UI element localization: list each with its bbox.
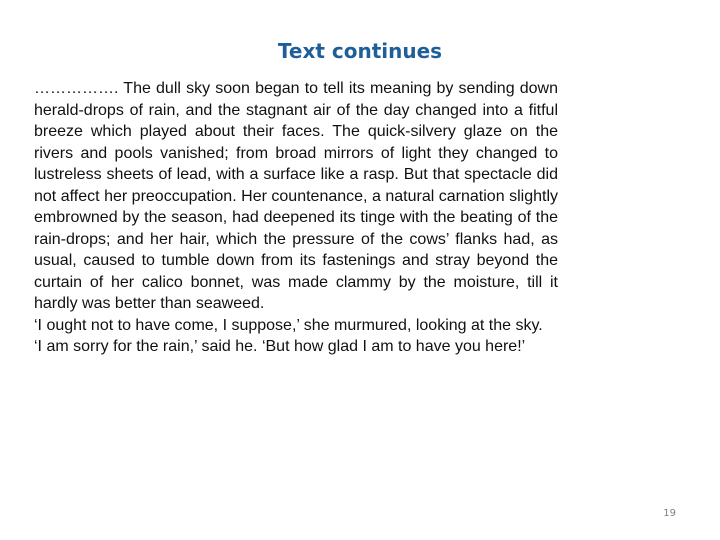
text-body bbox=[34, 78, 558, 358]
paragraph-1: ……………. The dull sky soon began to tell its meaning by sending down herald-drops of rain, and the stagnant air of the day changed into a fitful breeze which played about their faces. The quick-silvery glaze on the rivers and pools vanished; from broad mirrors of light they changed to lustreless sheets of lead, with a surface like a rasp. But that spectacle did not affect her preoccupation. Her countenance, a natural carnation slightly embrowned by the season, had deepened its tinge with the beating of the rain-drops; and her hair, which the pressure of the cows’ flanks had, as usual, caused to tumble down from its fastenings and stray beyond the curtain of her calico bonnet, was made clammy by the moisture, till it hardly was better than seaweed. bbox=[34, 80, 558, 312]
paragraph-2: ‘I ought not to have come, I suppose,’ she murmured, looking at the sky. bbox=[34, 316, 543, 334]
page-title: Text continues bbox=[277, 39, 443, 64]
paragraph-3: ‘I am sorry for the rain,’ said he. ‘But how glad I am to have you here!’ bbox=[34, 338, 526, 355]
page-number: 19 bbox=[663, 508, 676, 519]
